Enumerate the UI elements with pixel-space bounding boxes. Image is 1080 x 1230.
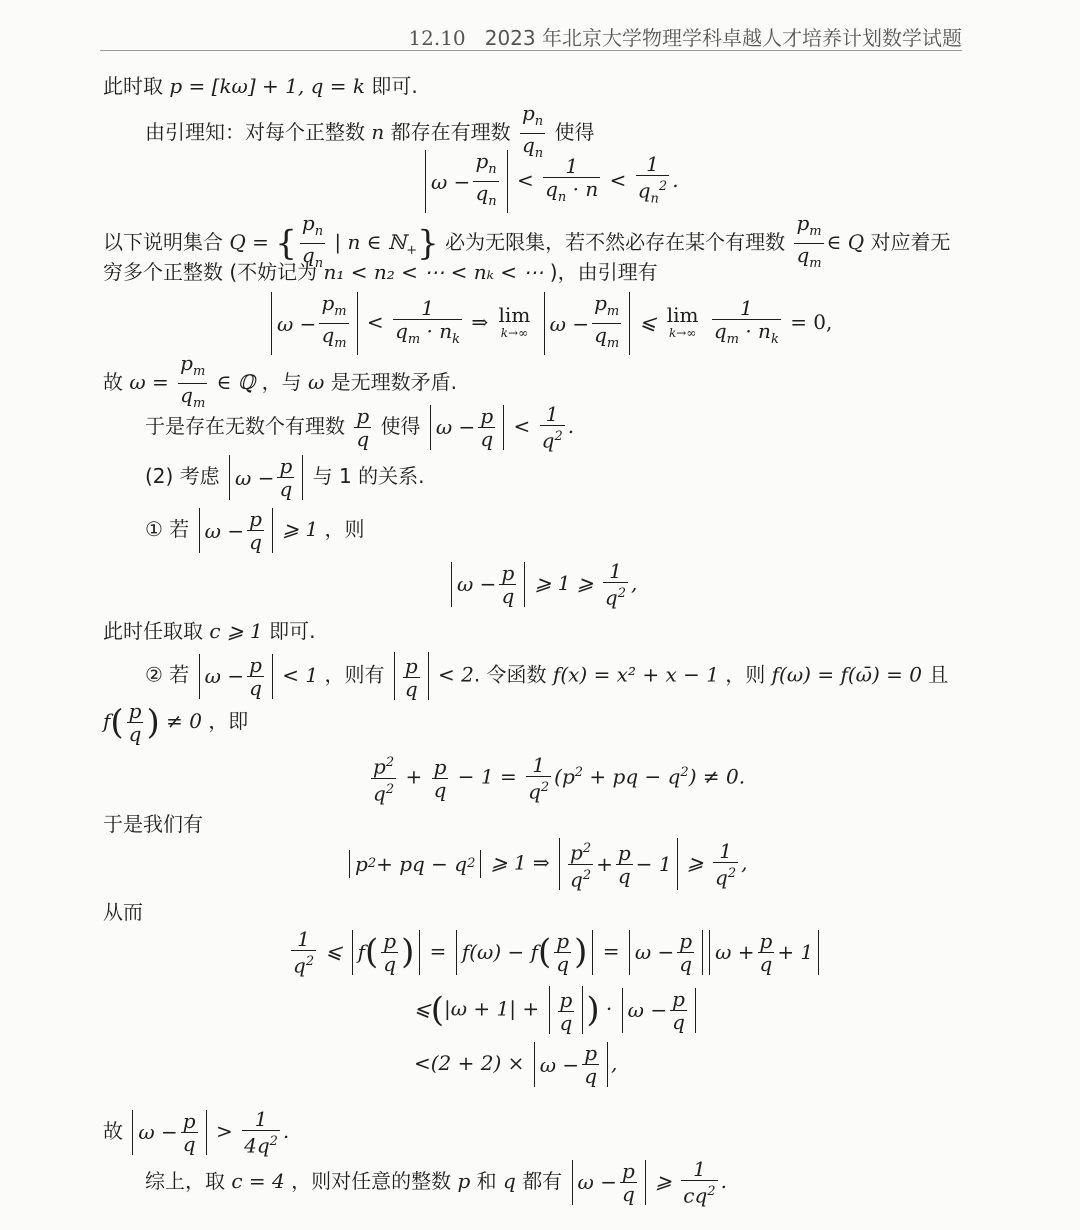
line-16: 于是我们有: [103, 812, 203, 836]
display-eq-5: p 2 + pq − q 2 ⩾ 1 ⇒ $\frac{p^2}{q^2}$ + $\frac{p}{q}$ − 1 ⩾ $\frac{1}{q^2}$ ,: [346, 838, 748, 890]
line-5: 穷多个正整数 (不妨记为 n₁ < n₂ < ⋯ < nₖ < ⋯ )，由引理有: [103, 260, 658, 284]
display-eq-6b: ⩽(|ω + 1| + $\frac{p}{q}$ ) · ω − $\frac{p}{q}$: [414, 986, 699, 1034]
line-7: 故 ω = $\frac{p_m}{q_m}$ ∈ ℚ ，与 ω 是无理数矛盾.: [103, 351, 457, 411]
display-eq-6a: $\frac{1}{q^2}$ ⩽ f ( $\frac{p}{q}$ ) = f(ω) − f ( $\frac{p}{q}$ ) = ω − $\frac{p}{q}$ ω + $\frac{p}{q}$ + 1: [288, 928, 822, 977]
display-eq-3: ω − $\frac{p}{q}$ ⩾ 1 ⩾ $\frac{1}{q^2}$ ,: [448, 560, 637, 609]
fraction-pn-qn: $\frac{p_n}{q_n}$: [521, 101, 544, 161]
display-eq-6c: <(2 + 2) × ω − $\frac{p}{q}$ ,: [414, 1041, 618, 1088]
line-13-case-2: ② 若 ω − $\frac{p}{q}$ < 1 ，则有 $\frac{p}{q}$ < 2. 令函数 f(x) = x² + x − 1 ，则 f(ω) = f(ω̄) = 0 且: [145, 652, 949, 701]
display-eq-1: ω − $\frac{p_n}{q_n}$ < $\frac{1}{q_n \cdot n}$ < $\frac{1}{q_n^2}$ .: [422, 150, 679, 213]
line-1: 此时取 p = [kω] + 1, q = k 即可.: [103, 74, 418, 98]
line-12: 此时任取取 c ⩾ 1 即可.: [103, 619, 316, 643]
line-9-part-2: (2) 考虑 ω − $\frac{p}{q}$ 与 1 的关系.: [145, 454, 425, 501]
page-header: [100, 22, 962, 48]
p-definition: p = [kω] + 1, q = k: [169, 74, 365, 98]
header-rule: [100, 50, 962, 51]
display-eq-2: ω − $\frac{p_m}{q_m}$ < $\frac{1}{q_m \cdot n_k}$ ⇒ lim k→∞ ω − $\frac{p_m}{q_m}$ ⩽ lim k→∞ $\frac{1}{q_m \cdot n_k}$ = 0,: [268, 292, 832, 355]
display-eq-4: $\frac{p^2}{q^2}$ + $\frac{p}{q}$ − 1 = $\frac{1}{q^2}$ ($p^2$ + pq − $q^2) \ne 0$.: [373, 752, 746, 806]
line-10-case-1: ① 若 ω − $\frac{p}{q}$ ⩾ 1 ，则: [145, 507, 365, 554]
line-14: f( $\frac{p}{q}$ ) ≠ 0 ，即: [103, 699, 249, 746]
line-18: 从而: [103, 900, 143, 924]
section-number: 12.10: [408, 26, 466, 50]
line-4: 以下说明集合 Q = { $\frac{p_n}{q_n}$ | n ∈ ℕ$_+$} 必为无限集，若不然必存在某个有理数 $\frac{p_m}{q_m}$ ∈ Q 对应着无: [103, 211, 951, 271]
line-8: 于是存在无数个有理数 $\frac{p}{q}$ 使得 ω − $\frac{p}{q}$ < $\frac{1}{q^2}$ .: [145, 402, 575, 453]
line-23-conclusion: 综上，取 c = 4 ，则对任意的整数 p 和 q 都有 ω − $\frac{p}{q}$ ⩾ $\frac{1}{cq^2}$ .: [145, 1157, 727, 1208]
line-22: 故 ω − $\frac{p}{q}$ > $\frac{1}{4q^2}$ .: [103, 1107, 290, 1158]
line-2: 由引理知：对每个正整数 n 都存在有理数 $\frac{p_n}{q_n}$ 使得: [145, 102, 595, 165]
header-title: 2023 年北京大学物理学科卓越人才培养计划数学试题: [484, 26, 962, 50]
